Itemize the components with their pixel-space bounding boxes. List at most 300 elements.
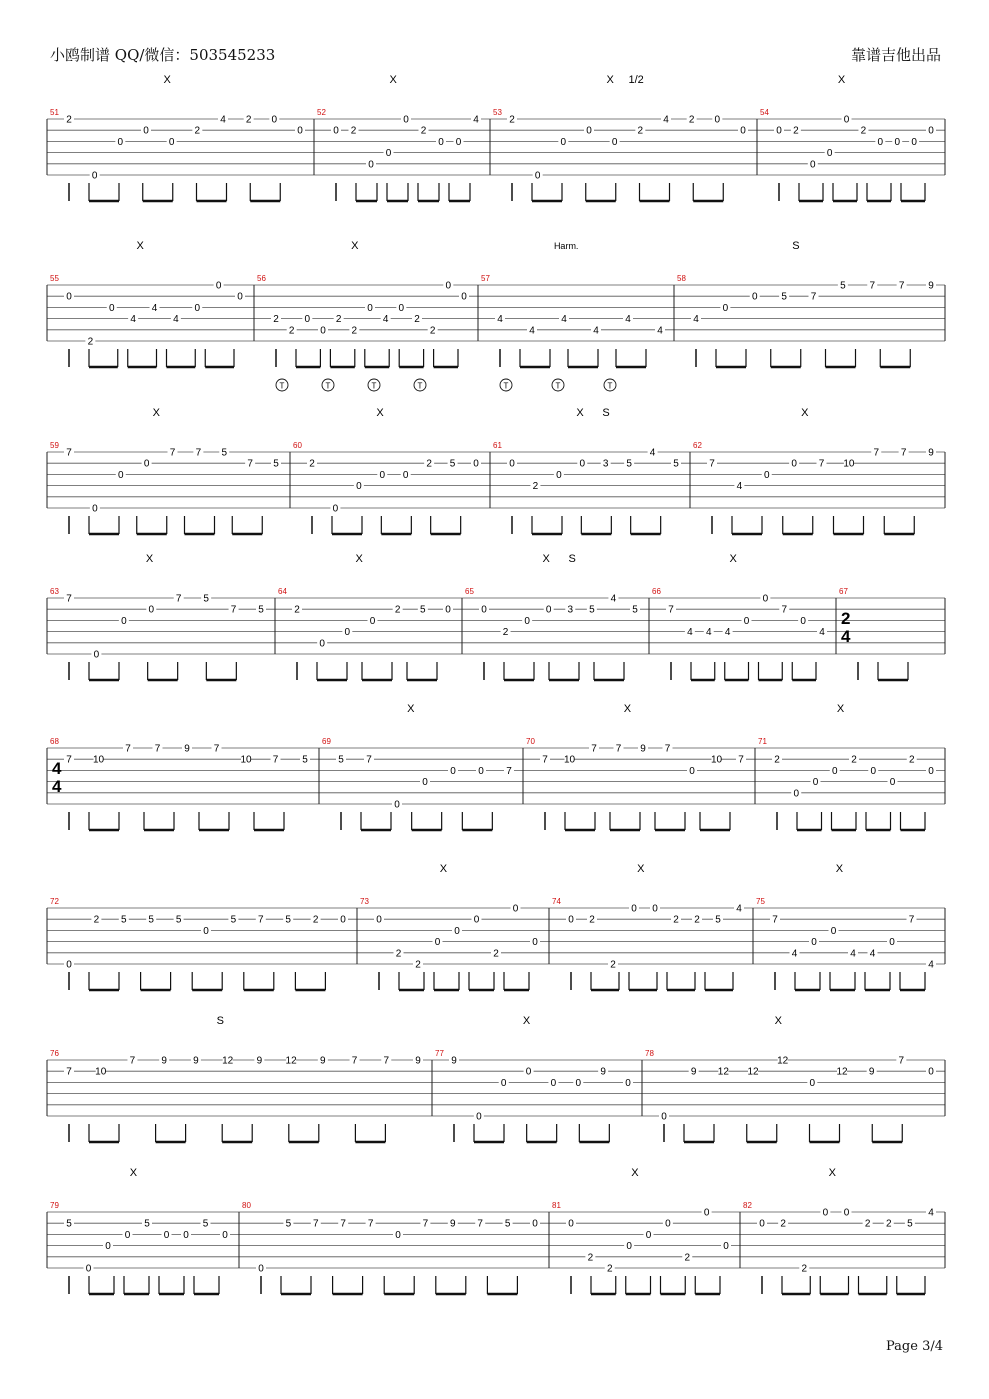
- tap-mark: T: [555, 381, 561, 391]
- fret-number: 0: [394, 799, 400, 811]
- fret-number: 7: [367, 1218, 374, 1230]
- fret-number: 0: [889, 777, 896, 789]
- measure: [481, 241, 665, 391]
- fret-number: 0: [476, 1111, 482, 1123]
- fret-number: 0: [461, 291, 467, 303]
- fret-number: 0: [108, 302, 115, 314]
- fret-number: 2: [589, 914, 595, 926]
- fret-number: 3: [602, 458, 609, 470]
- fret-number: 10: [240, 754, 252, 766]
- technique-mark: X: [837, 74, 846, 86]
- fret-number: 5: [840, 280, 846, 292]
- fret-number: 2: [509, 114, 515, 126]
- fret-number: 4: [657, 325, 663, 337]
- tap-mark: T: [607, 381, 613, 391]
- fret-number: 4: [869, 948, 876, 960]
- fret-number: 5: [338, 754, 344, 766]
- fret-number: 0: [91, 170, 98, 182]
- fret-number: 5: [285, 1218, 292, 1230]
- fret-number: 4: [687, 627, 693, 639]
- fret-number: 0: [367, 302, 373, 314]
- fret-number: 12: [285, 1055, 297, 1067]
- measure-number: 76: [50, 1049, 59, 1058]
- fret-number: 0: [320, 325, 326, 337]
- fret-number: 7: [66, 593, 72, 605]
- fret-number: 0: [500, 1077, 507, 1089]
- fret-number: 0: [579, 458, 586, 470]
- technique-mark: X: [152, 407, 161, 419]
- fret-number: 0: [759, 1218, 765, 1230]
- measure-number: 73: [360, 897, 369, 906]
- fret-number: 7: [272, 754, 279, 766]
- tab-system: [47, 703, 945, 830]
- fret-number: 0: [776, 125, 782, 137]
- measure: [257, 240, 469, 391]
- fret-number: 7: [66, 754, 72, 766]
- time-signature-top: 2: [841, 609, 851, 628]
- fret-number: 7: [175, 593, 182, 605]
- fret-number: 0: [66, 291, 72, 303]
- fret-number: 7: [781, 604, 788, 616]
- fret-number: 7: [591, 743, 597, 755]
- fret-number: 5: [148, 914, 154, 926]
- fret-number: 2: [426, 458, 432, 470]
- measure-number: 77: [435, 1049, 444, 1058]
- fret-number: 0: [831, 765, 838, 777]
- fret-number: 5: [230, 914, 237, 926]
- fret-number: 5: [221, 447, 228, 459]
- fret-number: 0: [586, 125, 592, 137]
- fret-number: 0: [148, 604, 155, 616]
- fret-number: 0: [85, 1263, 92, 1275]
- tap-mark: T: [325, 381, 331, 391]
- measure: [50, 407, 281, 534]
- fret-number: 0: [723, 1241, 729, 1253]
- fret-number: 2: [288, 325, 295, 337]
- fret-number: 0: [556, 469, 562, 481]
- fret-number: 7: [908, 914, 915, 926]
- fret-number: 0: [445, 604, 451, 616]
- technique-mark: 1/2: [628, 74, 644, 86]
- fret-number: 0: [478, 765, 484, 777]
- measure: [322, 703, 514, 830]
- measure: [360, 863, 540, 990]
- fret-number: 9: [868, 1066, 875, 1078]
- fret-number: 2: [885, 1218, 892, 1230]
- technique-mark: X: [163, 74, 171, 86]
- fret-number: 7: [195, 447, 202, 459]
- technique-mark: X: [606, 74, 614, 86]
- fret-number: 0: [809, 1077, 816, 1089]
- measure-number: 67: [839, 587, 848, 596]
- fret-number: 0: [168, 136, 175, 148]
- fret-number: 2: [637, 125, 644, 137]
- fret-number: 0: [473, 458, 479, 470]
- fret-number: 0: [793, 788, 800, 800]
- fret-number: 0: [665, 1218, 671, 1230]
- fret-number: 0: [368, 159, 374, 171]
- fret-number: 7: [129, 1055, 136, 1067]
- fret-number: 0: [105, 1241, 111, 1253]
- fret-number: 5: [589, 604, 595, 616]
- technique-mark: X: [407, 703, 415, 715]
- fret-number: 9: [450, 1218, 456, 1230]
- fret-number: 5: [781, 291, 787, 303]
- fret-number: 7: [664, 743, 671, 755]
- tab-system: [47, 863, 945, 990]
- fret-number: 2: [351, 325, 358, 337]
- fret-number: 7: [869, 280, 876, 292]
- fret-number: 2: [415, 959, 421, 971]
- page-number: Page 3/4: [886, 1339, 943, 1354]
- fret-number: 4: [220, 114, 226, 126]
- fret-number: 2: [774, 754, 780, 766]
- measure-number: 78: [645, 1049, 654, 1058]
- measure-number: 69: [322, 737, 331, 746]
- measure: [552, 1167, 731, 1294]
- fret-number: 4: [561, 314, 567, 326]
- fret-number: 4: [473, 114, 479, 126]
- fret-number: 7: [542, 754, 548, 766]
- fret-number: 5: [907, 1218, 913, 1230]
- technique-mark: S: [792, 240, 800, 252]
- fret-number: 2: [420, 125, 427, 137]
- time-signature-bottom: 4: [52, 777, 62, 796]
- fret-number: 0: [791, 458, 797, 470]
- fret-number: 0: [889, 937, 895, 949]
- fret-number: 4: [736, 903, 742, 915]
- fret-number: 2: [532, 481, 539, 493]
- measure: [743, 1167, 936, 1294]
- fret-number: 4: [850, 948, 856, 960]
- technique-mark: S: [602, 407, 610, 419]
- fret-number: 0: [124, 1229, 131, 1241]
- fret-number: 0: [402, 469, 409, 481]
- technique-mark: X: [576, 407, 584, 419]
- fret-number: 0: [550, 1077, 557, 1089]
- fret-number: 0: [422, 777, 428, 789]
- measure: [50, 240, 245, 367]
- fret-number: 7: [898, 1055, 905, 1067]
- fret-number: 0: [611, 136, 618, 148]
- fret-number: 0: [743, 615, 750, 627]
- fret-number: 7: [668, 604, 674, 616]
- fret-number: 2: [606, 1263, 613, 1275]
- fret-number: 0: [631, 903, 637, 915]
- fret-number: 4: [724, 627, 731, 639]
- fret-number: 7: [873, 447, 880, 459]
- fret-number: 10: [95, 1066, 107, 1078]
- fret-number: 0: [369, 615, 376, 627]
- technique-mark: X: [136, 240, 144, 252]
- fret-number: 7: [230, 604, 237, 616]
- fret-number: 0: [385, 148, 392, 160]
- measure-number: 59: [50, 441, 59, 450]
- fret-number: 9: [600, 1066, 606, 1078]
- technique-mark: X: [729, 553, 737, 565]
- measure: [645, 1015, 936, 1142]
- tap-mark: T: [417, 381, 423, 391]
- fret-number: 2: [860, 125, 867, 137]
- measure-number: 54: [760, 108, 769, 117]
- tab-system: [47, 553, 945, 680]
- technique-mark: X: [637, 863, 645, 875]
- fret-number: 0: [525, 1066, 532, 1078]
- fret-number: 0: [333, 125, 339, 137]
- fret-number: 0: [183, 1229, 189, 1241]
- fret-number: 7: [169, 447, 176, 459]
- measure-number: 79: [50, 1201, 59, 1210]
- measure: [758, 703, 936, 830]
- measure: [526, 703, 746, 830]
- fret-number: 2: [414, 314, 420, 326]
- fret-number: 9: [161, 1055, 167, 1067]
- fret-number: 0: [740, 125, 746, 137]
- fret-number: 5: [258, 604, 264, 616]
- fret-number: 0: [304, 314, 311, 326]
- fret-number: 0: [822, 1207, 829, 1219]
- technique-mark: S: [568, 553, 576, 565]
- measure: [493, 407, 681, 534]
- fret-number: 9: [451, 1055, 457, 1067]
- tap-mark: T: [279, 381, 285, 391]
- fret-number: 2: [245, 114, 252, 126]
- fret-number: 2: [688, 114, 695, 126]
- fret-number: 0: [473, 914, 480, 926]
- fret-number: 0: [568, 914, 574, 926]
- fret-number: 0: [237, 291, 243, 303]
- technique-mark: X: [828, 1167, 836, 1179]
- fret-number: 2: [908, 754, 915, 766]
- fret-number: 0: [532, 937, 538, 949]
- fret-number: 7: [615, 743, 622, 755]
- fret-number: 0: [379, 469, 386, 481]
- fret-number: 0: [332, 503, 339, 515]
- fret-number: 4: [693, 314, 699, 326]
- fret-number: 7: [154, 743, 161, 755]
- measure: [278, 553, 453, 680]
- fret-number: 9: [640, 743, 646, 755]
- fret-number: 9: [415, 1055, 421, 1067]
- fret-number: 7: [340, 1218, 346, 1230]
- fret-number: 4: [529, 325, 535, 337]
- fret-number: 2: [273, 314, 279, 326]
- fret-number: 0: [843, 114, 850, 126]
- fret-number: 0: [652, 903, 658, 915]
- measure: [493, 74, 748, 201]
- measure-number: 61: [493, 441, 502, 450]
- technique-mark: X: [623, 703, 632, 715]
- fret-number: 4: [151, 302, 158, 314]
- fret-number: 0: [121, 615, 127, 627]
- fret-number: 2: [312, 914, 319, 926]
- fret-number: 2: [694, 914, 700, 926]
- technique-mark: X: [351, 240, 359, 252]
- fret-number: 0: [143, 125, 149, 137]
- technique-mark: X: [376, 407, 384, 419]
- fret-number: 0: [625, 1077, 631, 1089]
- fret-number: 9: [256, 1055, 263, 1067]
- measure-number: 57: [481, 274, 490, 283]
- time-signature-top: 4: [52, 759, 62, 778]
- fret-number: 0: [395, 1229, 401, 1241]
- fret-number: 3: [567, 604, 574, 616]
- fret-number: 7: [351, 1055, 358, 1067]
- fret-number: 4: [649, 447, 656, 459]
- measure-number: 71: [758, 737, 767, 746]
- fret-number: 2: [673, 914, 679, 926]
- fret-number: 2: [793, 125, 799, 137]
- fret-number: 0: [481, 604, 487, 616]
- fret-number: 2: [395, 948, 402, 960]
- tab-system: [47, 407, 945, 534]
- tap-mark: T: [371, 381, 377, 391]
- fret-number: 0: [117, 136, 124, 148]
- fret-number: 0: [911, 136, 917, 148]
- fret-number: 0: [434, 937, 441, 949]
- technique-mark: X: [542, 553, 550, 565]
- fret-number: 2: [350, 125, 357, 137]
- fret-number: 5: [121, 914, 127, 926]
- fret-number: 0: [222, 1229, 228, 1241]
- fret-number: 0: [928, 1066, 934, 1078]
- fret-number: 4: [382, 314, 389, 326]
- technique-mark: X: [522, 1015, 531, 1027]
- measure: [552, 863, 744, 990]
- fret-number: 0: [445, 280, 452, 292]
- measure-number: 80: [242, 1201, 251, 1210]
- fret-number: 0: [271, 114, 278, 126]
- fret-number: 0: [800, 615, 806, 627]
- fret-number: 0: [143, 458, 150, 470]
- measure-number: 82: [743, 1201, 752, 1210]
- fret-number: 5: [632, 604, 638, 616]
- measure: [50, 553, 266, 680]
- fret-number: 2: [335, 314, 342, 326]
- fret-number: 7: [738, 754, 744, 766]
- fret-number: 5: [715, 914, 721, 926]
- measure: [50, 897, 348, 990]
- fret-number: 7: [898, 280, 905, 292]
- fret-number: 2: [780, 1218, 786, 1230]
- fret-number: 10: [563, 754, 576, 766]
- fret-number: 0: [826, 148, 833, 160]
- header-publisher: 靠谱吉他出品: [850, 46, 941, 64]
- tap-mark: T: [503, 381, 509, 391]
- fret-number: 2: [587, 1252, 594, 1264]
- technique-mark: X: [836, 703, 845, 715]
- fret-number: 0: [809, 159, 816, 171]
- fret-number: 7: [366, 754, 372, 766]
- measure-number: 58: [677, 274, 686, 283]
- fret-number: 0: [512, 903, 519, 915]
- fret-number: 2: [610, 959, 616, 971]
- fret-number: 4: [497, 314, 503, 326]
- fret-number: 5: [504, 1218, 511, 1230]
- tab-system: [47, 1015, 945, 1142]
- fret-number: 4: [928, 959, 934, 971]
- fret-number: 0: [877, 136, 884, 148]
- fret-number: 0: [645, 1229, 652, 1241]
- fret-number: 2: [294, 604, 300, 616]
- fret-number: 0: [703, 1207, 710, 1219]
- tab-system: [47, 240, 945, 391]
- fret-number: 2: [194, 125, 201, 137]
- fret-number: 0: [450, 765, 456, 777]
- fret-number: 2: [87, 336, 94, 348]
- fret-number: 5: [285, 914, 291, 926]
- fret-number: 7: [818, 458, 825, 470]
- fret-number: 0: [376, 914, 382, 926]
- measure-number: 53: [493, 108, 502, 117]
- fret-number: 0: [870, 765, 877, 777]
- fret-number: 0: [894, 136, 901, 148]
- fret-number: 0: [93, 649, 100, 661]
- fret-number: 0: [398, 302, 405, 314]
- measure: [465, 553, 640, 680]
- fret-number: 5: [203, 593, 209, 605]
- fret-number: 2: [429, 325, 436, 337]
- technique-mark: X: [801, 407, 809, 419]
- fret-number: 0: [194, 302, 201, 314]
- measure: [317, 74, 481, 201]
- fret-number: 2: [309, 458, 315, 470]
- fret-number: 9: [193, 1055, 199, 1067]
- fret-number: 0: [661, 1111, 667, 1123]
- fret-number: 0: [438, 136, 444, 148]
- fret-number: 0: [163, 1229, 170, 1241]
- fret-number: 0: [356, 481, 362, 493]
- fret-number: 4: [130, 314, 136, 326]
- measure-number: 68: [50, 737, 59, 746]
- fret-number: 2: [93, 914, 100, 926]
- fret-number: 12: [747, 1066, 759, 1078]
- fret-number: 2: [394, 604, 401, 616]
- fret-number: 0: [722, 302, 729, 314]
- measure: [50, 1167, 230, 1294]
- fret-number: 9: [184, 743, 190, 755]
- fret-number: 7: [810, 291, 817, 303]
- fret-number: 0: [297, 125, 303, 137]
- fret-number: 0: [751, 291, 758, 303]
- fret-number: 5: [673, 458, 679, 470]
- fret-number: 5: [449, 458, 456, 470]
- fret-number: 2: [66, 114, 72, 126]
- fret-number: 5: [302, 754, 308, 766]
- measure-number: 52: [317, 108, 326, 117]
- fret-number: 9: [928, 447, 934, 459]
- fret-number: 9: [928, 280, 934, 292]
- fret-number: 0: [811, 937, 817, 949]
- fret-number: 12: [717, 1066, 729, 1078]
- measure-number: 66: [652, 587, 661, 596]
- technique-mark: X: [389, 74, 397, 86]
- fret-number: 0: [340, 914, 346, 926]
- fret-number: 0: [117, 469, 124, 481]
- technique-mark: S: [216, 1015, 224, 1027]
- measure: [242, 1201, 540, 1294]
- measure-number: 63: [50, 587, 59, 596]
- fret-number: 0: [714, 114, 721, 126]
- fret-number: 4: [593, 325, 599, 337]
- fret-number: 4: [928, 1207, 934, 1219]
- fret-number: 0: [403, 114, 409, 126]
- measure-number: 70: [526, 737, 535, 746]
- fret-number: 0: [524, 615, 530, 627]
- fret-number: 4: [705, 627, 712, 639]
- fret-number: 7: [900, 447, 907, 459]
- fret-number: 2: [493, 948, 499, 960]
